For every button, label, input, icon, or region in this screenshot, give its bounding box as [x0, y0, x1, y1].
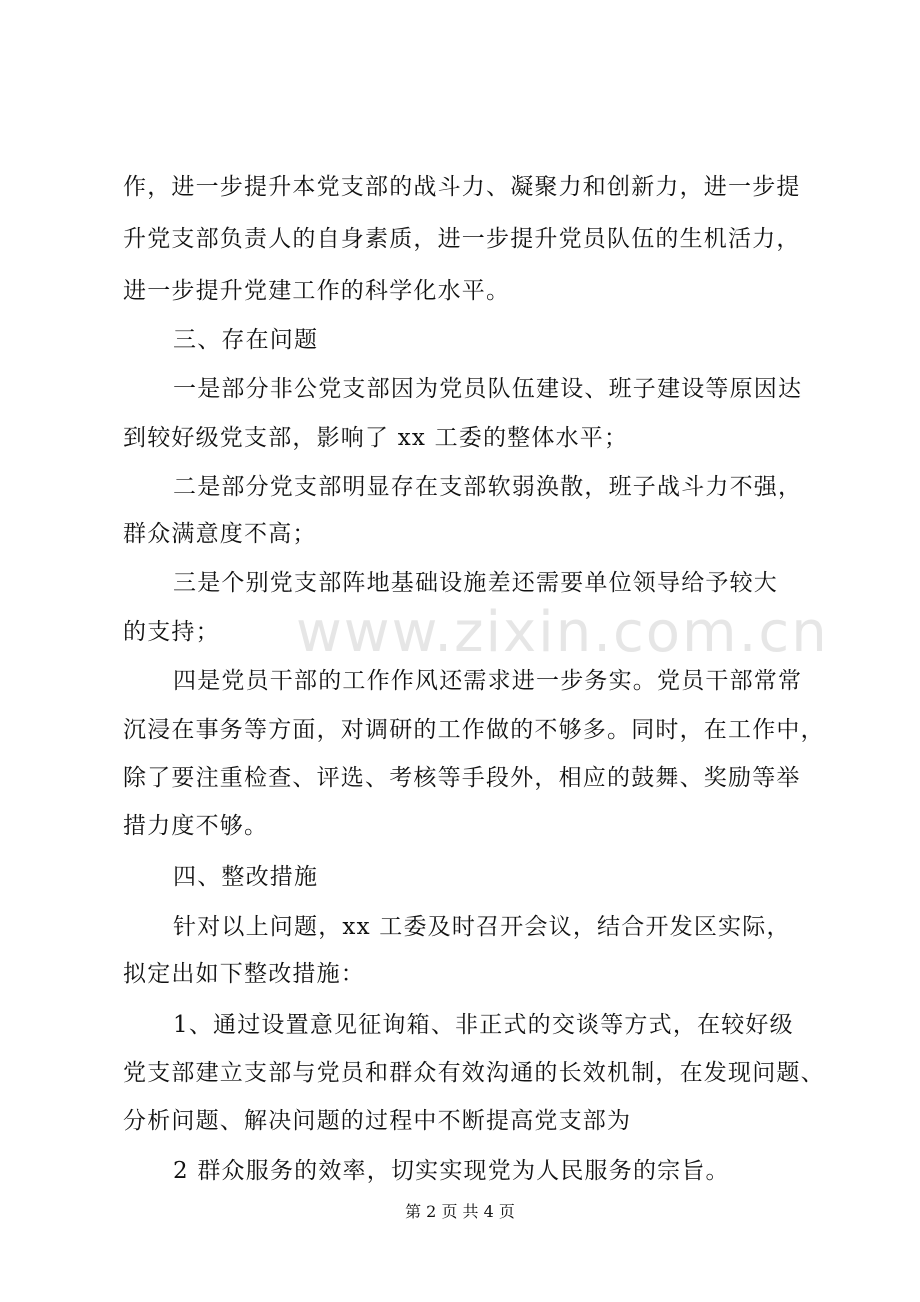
section-heading-measures: 四、整改措施 [173, 864, 319, 890]
section-heading-problems: 三、存在问题 [173, 327, 319, 353]
body-text-line: 分析问题、解决问题的过程中不断提高党支部为 [123, 1108, 632, 1134]
body-text-line: 党支部建立支部与党员和群众有效沟通的长效机制，在发现问题、 [123, 1060, 825, 1086]
body-text-line: 针对以上问题，xx 工委及时召开会议，结合开发区实际， [173, 914, 791, 940]
watermark: www.zixin.com.cn [296, 600, 829, 665]
body-text-line: 三是个别党支部阵地基础设施差还需要单位领导给予较大 [173, 570, 778, 596]
body-text-line: 1、通过设置意见征询箱、非正式的交谈等方式，在较好级 [173, 1012, 794, 1038]
body-text-line: 作，进一步提升本党支部的战斗力、凝聚力和创新力，进一步提 [123, 174, 801, 200]
body-text-line: 的支持； [123, 619, 220, 645]
body-text-line: 四是党员干部的工作作风还需求进一步务实。党员干部常常 [173, 668, 803, 694]
body-text-line: 拟定出如下整改措施： [123, 961, 365, 987]
body-text-line: 进一步提升党建工作的科学化水平。 [123, 278, 511, 304]
body-text-line: 沉浸在事务等方面，对调研的工作做的不够多。同时，在工作中， [123, 717, 825, 743]
body-text-line: 除了要注重检查、评选、考核等手段外，相应的鼓舞、奖励等举 [123, 765, 801, 791]
body-text-line: 到较好级党支部，影响了 xx 工委的整体水平； [123, 425, 629, 451]
body-text-line: 措力度不够。 [123, 813, 269, 839]
page-footer: 第 2 页 共 4 页 [405, 1202, 515, 1221]
body-text-line: 2 群众服务的效率，切实实现党为人民服务的宗旨。 [173, 1158, 730, 1184]
body-text-line: 群众满意度不高； [123, 521, 317, 547]
body-text-line: 一是部分非公党支部因为党员队伍建设、班子建设等原因达 [173, 376, 803, 402]
body-text-line: 二是部分党支部明显存在支部软弱涣散，班子战斗力不强， [173, 474, 803, 500]
body-text-line: 升党支部负责人的自身素质，进一步提升党员队伍的生机活力， [123, 226, 801, 252]
